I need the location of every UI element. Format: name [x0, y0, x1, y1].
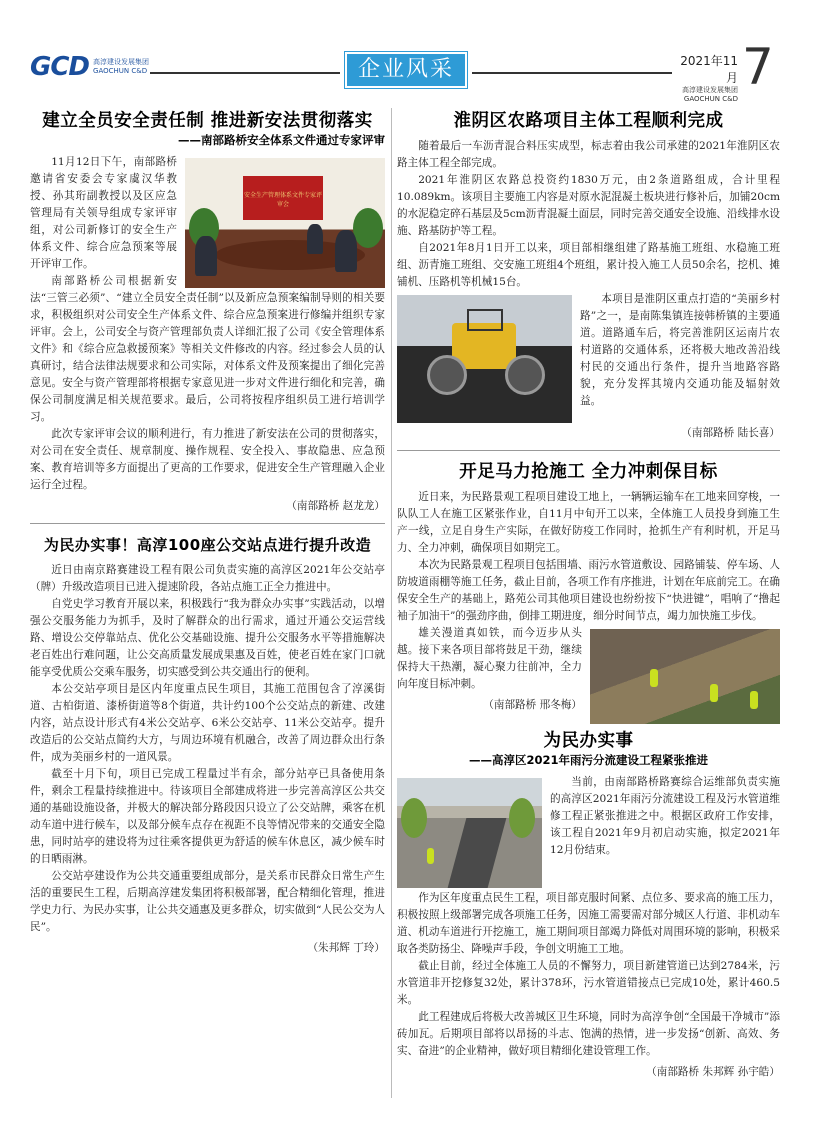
roller-drum: [427, 355, 467, 395]
paragraph: 此次专家评审会议的顺利进行，有力推进了新安法在公司的贯彻落实，对公司在安全责任、规章制度、操作规程、安全投入、事故隐患、应急预案、教育培训等多方面提出了更高的工作要求，促进安全生产管理融入企业运行全过程。: [30, 428, 385, 491]
article-title: 开足马力抢施工 全力冲刺保目标: [459, 462, 718, 482]
paragraph: 截至十月下旬，项目已完成工程量过半有余，部分站亭已具备使用条件，剩余工程量持续推进中。待该项目全部建成将进一步完善高淳区公共交通的基础设施设备，并极大的解决部分路段因只设立了公交站牌，乘客在机动车道中进行候车，以及部分候车点存在视距不良等情况带来的交通安全隐患，同时站亭的建设将为过往乘客提供更为舒适的候车休息区，减少候车时的日晒雨淋。: [30, 768, 385, 865]
roller-cab: [467, 309, 503, 331]
article-safety-system: [30, 110, 385, 515]
meeting-photo: [185, 158, 385, 288]
paragraph: 本项目是淮阴区重点打造的“美丽乡村路”之一，是南陈集镇连接韩桥镇的主要通道。道路通车后，将完善淮阴区运南片农村道路的交通体系，还将极大地改善沿线村民的交通出行条件，提升当地路容路貌，充分发挥其境内交通功能及辐射效益。: [580, 293, 780, 407]
paragraph: 南部路桥公司根据新安法“三管三必须”、“建立全员安全责任制”以及新应急预案编制导则的相关要求，积极组织对公司安全生产体系文件、综合应急预案进行修编并组织专家评审。会上，公司安全与资产管理部负责人详细汇报了公司《安全管理体系文件》和《综合应急救援预案》等相关文件修改的内容。经过参会人员的认真研讨，结合法律法规要求和公司实际，对体系文件及预案提出了细化完善意见。安全与资产管理部将根据专家意见进一步对文件进行细化和完善，确保公司制度满足相关规范要求。最后，公司将按程序组织员工进行培训学习。: [30, 275, 385, 423]
header-rule-right: [472, 72, 672, 74]
worker: [750, 691, 758, 709]
column-divider: [391, 108, 392, 1098]
article-subtitle: ——南部路桥安全体系文件通过专家评审: [178, 133, 385, 147]
paragraph: 11月12日下午，南部路桥邀请省安委会专家虞汉华教授、孙其珩副教授以及区应急管理局有关领导组成专家评审组，对公司新修订的安全生产体系文件、综合应急预案等展开评审工作。: [30, 156, 177, 270]
article-bus-stops: [30, 534, 385, 957]
publisher-en: GAOCHUN C&D: [683, 95, 738, 103]
company-logo: [30, 52, 149, 82]
paragraph: 公交站亭建设作为公共交通重要组成部分，是关系市民群众日常生产生活的重要民生工程，后期高淳建发集团将积极部署，配合精细化管理，推进学史力行、为民办实事，让公共交通惠及更多群众，切实做到“人民公交为人民”。: [30, 870, 386, 933]
header-rule-left: [150, 72, 340, 74]
plant-right: [353, 208, 383, 248]
right-column: [397, 110, 780, 1081]
paragraph: 近日由南京路赛建设工程有限公司负责实施的高淳区2021年公交站亭（牌）升级改造项目已进入提速阶段，各站点施工正全力推进中。: [30, 564, 385, 593]
masthead: [0, 0, 830, 103]
paragraph: 雄关漫道真如铁，而今迈步从头越。接下来各项目部将鼓足干劲，继续保持大干热潮，凝心聚力往前冲，全力向年度目标冲刺。: [397, 627, 582, 690]
tree: [401, 798, 427, 838]
worker: [427, 848, 434, 864]
byline: （南部路桥 赵龙龙）: [286, 500, 385, 512]
attendee: [307, 224, 323, 254]
logo-text: [93, 58, 149, 76]
paragraph: 2021年淮阴区农路总投资约1830万元，由2条道路组成，合计里程10.089km。该项目主要施工内容是对原水泥混凝土板块进行修补后，加铺20cm的水泥稳定碎石基层及5cm沥青混凝土面层，同时完善交通安全设施、沿线排水设施、路基防护等工程。: [397, 174, 780, 237]
street-works-photo: [397, 778, 542, 888]
byline: （南部路桥 陆长喜）: [681, 427, 780, 439]
construction-site-photo: [590, 629, 780, 724]
article-title: 建立全员安全责任制 推进新安法贯彻落实: [42, 111, 373, 131]
paragraph: 本次为民路景观工程项目包括围墙、雨污水管道敷设、园路铺装、停车场、人防坡道雨棚等施工任务，截止目前，各项工作有序推进，计划在年底前完工。在确保安全生产的基础上，路苑公司其他项目建设也纷纷按下“快进键”，唱响了“撸起袖子加油干”的强劲序曲，倒排工期进度，细分时间节点，竭力加快施工步伐。: [397, 559, 780, 622]
article-stormwater: [397, 730, 780, 1081]
article-separator: [397, 450, 780, 451]
worker: [650, 669, 658, 687]
byline: （南部路桥 朱邦辉 孙宇皓）: [646, 1066, 780, 1078]
screen-caption: 安全生产管理体系文件专家评审会: [243, 192, 322, 208]
road-roller-photo: [397, 295, 572, 423]
worker: [710, 684, 718, 702]
page-number: 7: [742, 38, 774, 96]
article-title: 淮阴区农路项目主体工程顺利完成: [453, 111, 724, 131]
paragraph: 自党史学习教育开展以来，积极践行“我为群众办实事”实践活动，以增强公交服务能力为抓手，及时了解群众的出行需求，通过开通公交运营线路、增设公交停靠站点、优化公交基础设施、提升公交服务水平等措施解决老百姓出行难问题，让公交高质量发展成果惠及百姓，使老百姓在家门口就能享受优质公交乘车服务，切实感受到公共交通出行的便利。: [30, 598, 385, 678]
paragraph: 随着最后一车沥青混合料压实成型，标志着由我公司承建的2021年淮阴区农路主体工程全部完成。: [397, 140, 780, 169]
paragraph: 作为区年度重点民生工程，项目部克服时间紧、点位多、要求高的施工压力，积极按照上级部署完成各项施工任务，因施工需要需对部分城区人行道、非机动车道、机动车道进行开挖施工，施工期间项目部竭力降低对周围环境的影响，积极采取各类防扬尘、降噪声手段，争创文明施工工地。: [397, 892, 780, 955]
article-subtitle: ——高淳区2021年雨污分流建设工程紧张推进: [468, 753, 708, 767]
paragraph: 当前，由南部路桥路赛综合运维部负责实施的高淳区2021年雨污分流建设工程及污水管道维修工程正紧张推进之中。根据区政府工作安排，该工程自2021年9月初启动实施，拟定2021年12月份结束。: [550, 776, 780, 856]
paragraph: 自2021年8月1日开工以来，项目部相继组建了路基施工班组、水稳施工班组、沥青施工班组、交安施工班组4个班组，累计投入施工人员50余名，挖机、摊铺机、压路机等机械15台。: [397, 242, 780, 288]
attendee: [335, 230, 357, 272]
paragraph: 近日来，为民路景观工程项目建设工地上，一辆辆运输车在工地来回穿梭，一队队工人在施工区紧张作业，自11月中旬开工以来，全体施工人员投身到施工生产一线，立足自身生产实际，在做好防疫工作同时，抢抓生产有利时机，开足马力、全力冲刺，确保项目如期完工。: [397, 491, 780, 554]
article-sprint: [397, 461, 780, 714]
roller-drum: [505, 355, 545, 395]
logo-name-en: GAOCHUN C&D: [93, 67, 148, 75]
publisher: 高淳建设发展集团: [682, 86, 738, 94]
article-separator: [30, 523, 385, 524]
tree: [509, 798, 535, 838]
article-rural-road: [397, 110, 780, 442]
attendee: [195, 236, 217, 276]
logo-name-cn: 高淳建设发展集团: [93, 58, 150, 66]
byline: （南部路桥 邢冬梅）: [483, 699, 582, 711]
left-column: [30, 110, 385, 957]
paragraph: 截止目前，经过全体施工人员的不懈努力，项目新建管道已达到2784米，污水管道非开挖修复32处，累计378环，污水管道错接点已完成10处，累计460.5米。: [397, 960, 780, 1006]
issue-info: [678, 52, 738, 104]
paragraph: 此工程建成后将极大改善城区卫生环境，同时为高淳争创“全国最干净城市”添砖加瓦。后期项目部将以昂扬的斗志、饱满的热情，进一步发扬“创新、高效、务实、奋进”的企业精神，做好项目精细化建设管理工作。: [397, 1011, 780, 1057]
byline: （朱邦辉 丁玲）: [307, 942, 385, 954]
projection-screen: [243, 176, 323, 220]
issue-date: 2021年11月: [680, 54, 738, 85]
article-title: 为民办实事: [543, 731, 634, 751]
logo-mark: GCD: [30, 52, 90, 82]
section-title: 企业风采: [345, 52, 467, 88]
article-title: 为民办实事！高淳100座公交站点进行提升改造: [43, 536, 372, 554]
paragraph: 本公交站亭项目是区内年度重点民生项目，其施工范围包含了淳溪街道、古柏街道、漆桥街道等8个街道，共计约100个公交站点的新建、改建内容，站点设计形式有4米公交站亭、6米公交站亭、11米公交站亭。提升改造后的公交站点简约大方，与周边环境有机融合，改善了周边群众出行条件，成为美丽乡村的一道风景。: [30, 683, 385, 763]
trench: [448, 818, 507, 888]
